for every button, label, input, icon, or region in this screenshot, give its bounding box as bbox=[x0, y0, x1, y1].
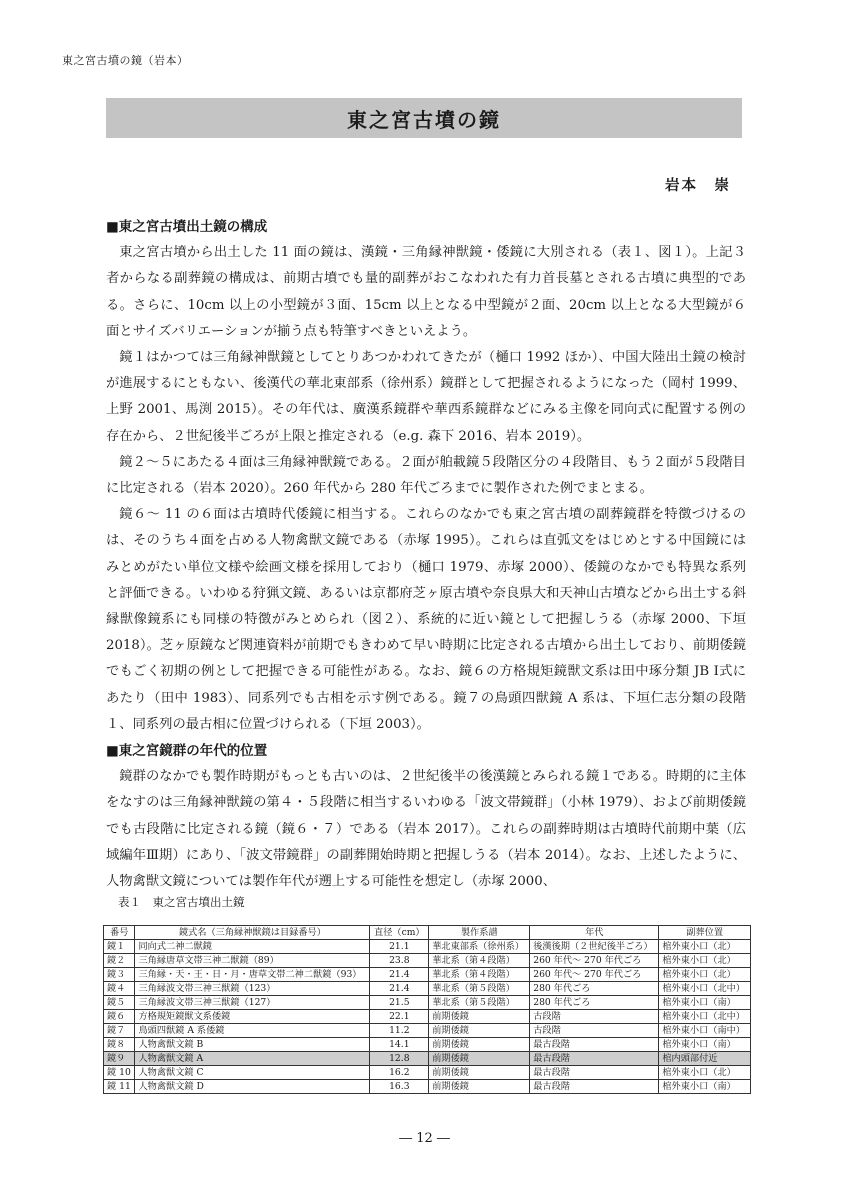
table-cell: 21.4 bbox=[370, 982, 429, 996]
table-header-row bbox=[104, 926, 751, 940]
table-cell: 同向式二神二獣鏡 bbox=[135, 940, 370, 954]
table-cell: 華北系（第４段階） bbox=[429, 968, 530, 982]
table-cell: 280 年代ごろ bbox=[530, 996, 659, 1010]
table-cell: 16.2 bbox=[370, 1066, 429, 1080]
table-row bbox=[104, 982, 751, 996]
table-cell: 鏡１ bbox=[104, 940, 135, 954]
table-cell: 棺外東小口（北） bbox=[659, 940, 751, 954]
table-cell: 前期倭鏡 bbox=[429, 1038, 530, 1052]
section-heading-composition: ■東之宮古墳出土鏡の構成 bbox=[106, 219, 268, 235]
table-cell: 前期倭鏡 bbox=[429, 1024, 530, 1038]
table-cell: 11.2 bbox=[370, 1024, 429, 1038]
table-cell: 華北系（第５段階） bbox=[429, 982, 530, 996]
table-cell: 人物禽獣文鏡 A bbox=[135, 1052, 370, 1066]
table-cell: 12.8 bbox=[370, 1052, 429, 1066]
page-number: ― 12 ― bbox=[399, 1131, 450, 1146]
table-cell: 鏡５ bbox=[104, 996, 135, 1010]
table-cell: 棺外東小口（北中） bbox=[659, 982, 751, 996]
table-cell: 23.8 bbox=[370, 954, 429, 968]
column-header: 副葬位置 bbox=[659, 926, 751, 940]
table-cell: 棺外東小口（北中） bbox=[659, 1010, 751, 1024]
table-cell: 260 年代～ 270 年代ごろ bbox=[530, 968, 659, 982]
paragraph: 鏡２～５にあたる４面は三角縁神獣鏡である。２面が舶載鏡５段階区分の４段階目、もう２面が５段階目に比定される（岩本 2020）。260 年代から 280 年代ごろまでに製作された例でまとまる。 bbox=[106, 454, 746, 497]
table-cell: 人物禽獣文鏡 D bbox=[135, 1080, 370, 1094]
table-cell: 鏡４ bbox=[104, 982, 135, 996]
table-cell: 前期倭鏡 bbox=[429, 1066, 530, 1080]
table-cell: 16.3 bbox=[370, 1080, 429, 1094]
table-cell: 方格規矩鏡獣文系倭鏡 bbox=[135, 1010, 370, 1024]
table-cell: 棺外東小口（北） bbox=[659, 1066, 751, 1080]
paragraph: 鏡６～ 11 の６面は古墳時代倭鏡に相当する。これらのなかでも東之宮古墳の副葬鏡群を特徴づけるのは、そのうち４面を占める人物禽獣文鏡である（赤塚 1995）。これらは直弧文をはじめとする中国鏡にはみとめがたい単位文様や絵画文様を採用しており（樋口 1979、赤塚 2000）、倭鏡のなかでも特異な系列と評価できる。いわゆる狩猟文鏡、あるいは京都府芝ヶ原古墳や奈良県大和天神山古墳などから出土する斜縁獣像鏡系にも同様の特徴がみとめられ（図２）、系統的に近い鏡として把握しうる（赤塚 2000、下垣 2018）。芝ヶ原鏡など関連資料が前期でもきわめて早い時期に比定される古墳から出土しており、前期倭鏡でもごく初期の例として把握できる可能性がある。なお、鏡６の方格規矩鏡獣文系は田中琢分類 JB Ⅰ式にあたり（田中 1983）、同系列でも古相を示す例である。鏡７の鳥頭四獣鏡 A 系は、下垣仁志分類の段階１、同系列の最古相に位置づけられる（下垣 2003）。 bbox=[106, 507, 746, 732]
table-cell: 最古段階 bbox=[530, 1052, 659, 1066]
column-header: 直径（cm） bbox=[370, 926, 429, 940]
table-cell: 三角縁・天・王・日・月・唐草文帯二神二獣鏡（93） bbox=[135, 968, 370, 982]
table-cell: 22.1 bbox=[370, 1010, 429, 1024]
table-cell: 棺外東小口（北） bbox=[659, 954, 751, 968]
table-cell: 前期倭鏡 bbox=[429, 1010, 530, 1024]
table-cell: 14.1 bbox=[370, 1038, 429, 1052]
table-cell: 棺内頭部付近 bbox=[659, 1052, 751, 1066]
table-row bbox=[104, 996, 751, 1010]
table-cell: 三角縁唐草文帯三神二獣鏡（89） bbox=[135, 954, 370, 968]
table-cell: 鳥頭四獣鏡 A 系倭鏡 bbox=[135, 1024, 370, 1038]
table-caption: 表１ 東之宮古墳出土鏡 bbox=[118, 895, 245, 909]
table-cell: 三角縁波文帯三神三獣鏡（127） bbox=[135, 996, 370, 1010]
table-cell: 華北東部系（徐州系） bbox=[429, 940, 530, 954]
paragraph: 鏡群のなかでも製作時期がもっとも古いのは、２世紀後半の後漢鏡とみられる鏡１である。時期的に主体をなすのは三角縁神獣鏡の第４・５段階に相当するいわゆる「波文帯鏡群」（小林 1979）、および前期倭鏡でも古段階に比定される鏡（鏡６・７）である（岩本 2017）。これらの副葬時期は古墳時代前期中葉（広域編年Ⅲ期）にあり、「波文帯鏡群」の副葬開始時期と把握しうる（岩本 2014）。なお、上述したように、人物禽獣文鏡については製作年代が遡上する可能性を想定し（赤塚 2000、 bbox=[106, 769, 746, 890]
table-cell: 華北系（第５段階） bbox=[429, 996, 530, 1010]
table-cell: 21.4 bbox=[370, 968, 429, 982]
table-cell: 最古段階 bbox=[530, 1066, 659, 1080]
table-row bbox=[104, 1010, 751, 1024]
table-cell: 三角縁波文帯三神三獣鏡（123） bbox=[135, 982, 370, 996]
paragraph: 東之宮古墳から出土した 11 面の鏡は、漢鏡・三角縁神獣鏡・倭鏡に大別される（表１、図１）。上記３者からなる副葬鏡の構成は、前期古墳でも量的副葬がおこなわれた有力首長墓とされる古墳に典型的である。さらに、10cm 以上の小型鏡が３面、15cm 以上となる中型鏡が２面、20cm 以上となる大型鏡が６面とサイズバリエーションが揃う点も特筆すべきといえよう。 bbox=[106, 245, 746, 339]
table-cell: 鏡 10 bbox=[104, 1066, 135, 1080]
table-row-highlighted bbox=[104, 1052, 751, 1066]
column-header: 年代 bbox=[530, 926, 659, 940]
table-cell: 棺外東小口（北） bbox=[659, 968, 751, 982]
paragraph: 鏡１はかつては三角縁神獣鏡としてとりあつかわれてきたが（樋口 1992 ほか）、中国大陸出土鏡の検討が進展するにともない、後漢代の華北東部系（徐州系）鏡群として把握されるようになった（岡村 1999、上野 2001、馬渕 2015）。その年代は、廣漢系鏡群や華西系鏡群などにみる主像を同向式に配置する例の存在から、２世紀後半ごろが上限と推定される（e.g. 森下 2016、岩本 2019）。 bbox=[106, 350, 746, 444]
table-cell: 最古段階 bbox=[530, 1038, 659, 1052]
column-header: 鏡式名（三角縁神獣鏡は目録番号） bbox=[135, 926, 370, 940]
table-cell: 280 年代ごろ bbox=[530, 982, 659, 996]
table-row bbox=[104, 1080, 751, 1094]
table-cell: 21.1 bbox=[370, 940, 429, 954]
article-body bbox=[106, 214, 746, 895]
table-cell: 鏡２ bbox=[104, 954, 135, 968]
table-cell: 棺外東小口（南） bbox=[659, 1080, 751, 1094]
table-cell: 前期倭鏡 bbox=[429, 1080, 530, 1094]
table-row bbox=[104, 968, 751, 982]
title-band bbox=[106, 98, 742, 138]
author-name: 岩本 崇 bbox=[665, 177, 731, 194]
table-cell: 最古段階 bbox=[530, 1080, 659, 1094]
table-cell: 鏡７ bbox=[104, 1024, 135, 1038]
table-cell: 260 年代～ 270 年代ごろ bbox=[530, 954, 659, 968]
table-cell: 鏡３ bbox=[104, 968, 135, 982]
table-cell: 鏡 11 bbox=[104, 1080, 135, 1094]
column-header: 番号 bbox=[104, 926, 135, 940]
table-cell: 古段階 bbox=[530, 1010, 659, 1024]
table-cell: 棺外東小口（南中） bbox=[659, 1024, 751, 1038]
table-cell: 後漢後期（２世紀後半ごろ） bbox=[530, 940, 659, 954]
table-cell: 人物禽獣文鏡 B bbox=[135, 1038, 370, 1052]
section-heading-chronology: ■東之宮鏡群の年代的位置 bbox=[106, 743, 268, 760]
table-row bbox=[104, 1024, 751, 1038]
table-cell: 前期倭鏡 bbox=[429, 1052, 530, 1066]
table-row bbox=[104, 1066, 751, 1080]
table-row bbox=[104, 940, 751, 954]
running-header: 東之宮古墳の鏡（岩本） bbox=[62, 54, 189, 67]
table-cell: 棺外東小口（南） bbox=[659, 1038, 751, 1052]
table-cell: 古段階 bbox=[530, 1024, 659, 1038]
table-cell: 鏡９ bbox=[104, 1052, 135, 1066]
table-cell: 鏡６ bbox=[104, 1010, 135, 1024]
table-cell: 棺外東小口（南） bbox=[659, 996, 751, 1010]
table-cell: 華北系（第４段階） bbox=[429, 954, 530, 968]
column-header: 製作系譜 bbox=[429, 926, 530, 940]
table-row bbox=[104, 1038, 751, 1052]
page-title: 東之宮古墳の鏡 bbox=[347, 107, 501, 132]
mirrors-table bbox=[103, 925, 751, 1094]
table-cell: 鏡８ bbox=[104, 1038, 135, 1052]
table-cell: 人物禽獣文鏡 C bbox=[135, 1066, 370, 1080]
table-cell: 21.5 bbox=[370, 996, 429, 1010]
table-row bbox=[104, 954, 751, 968]
